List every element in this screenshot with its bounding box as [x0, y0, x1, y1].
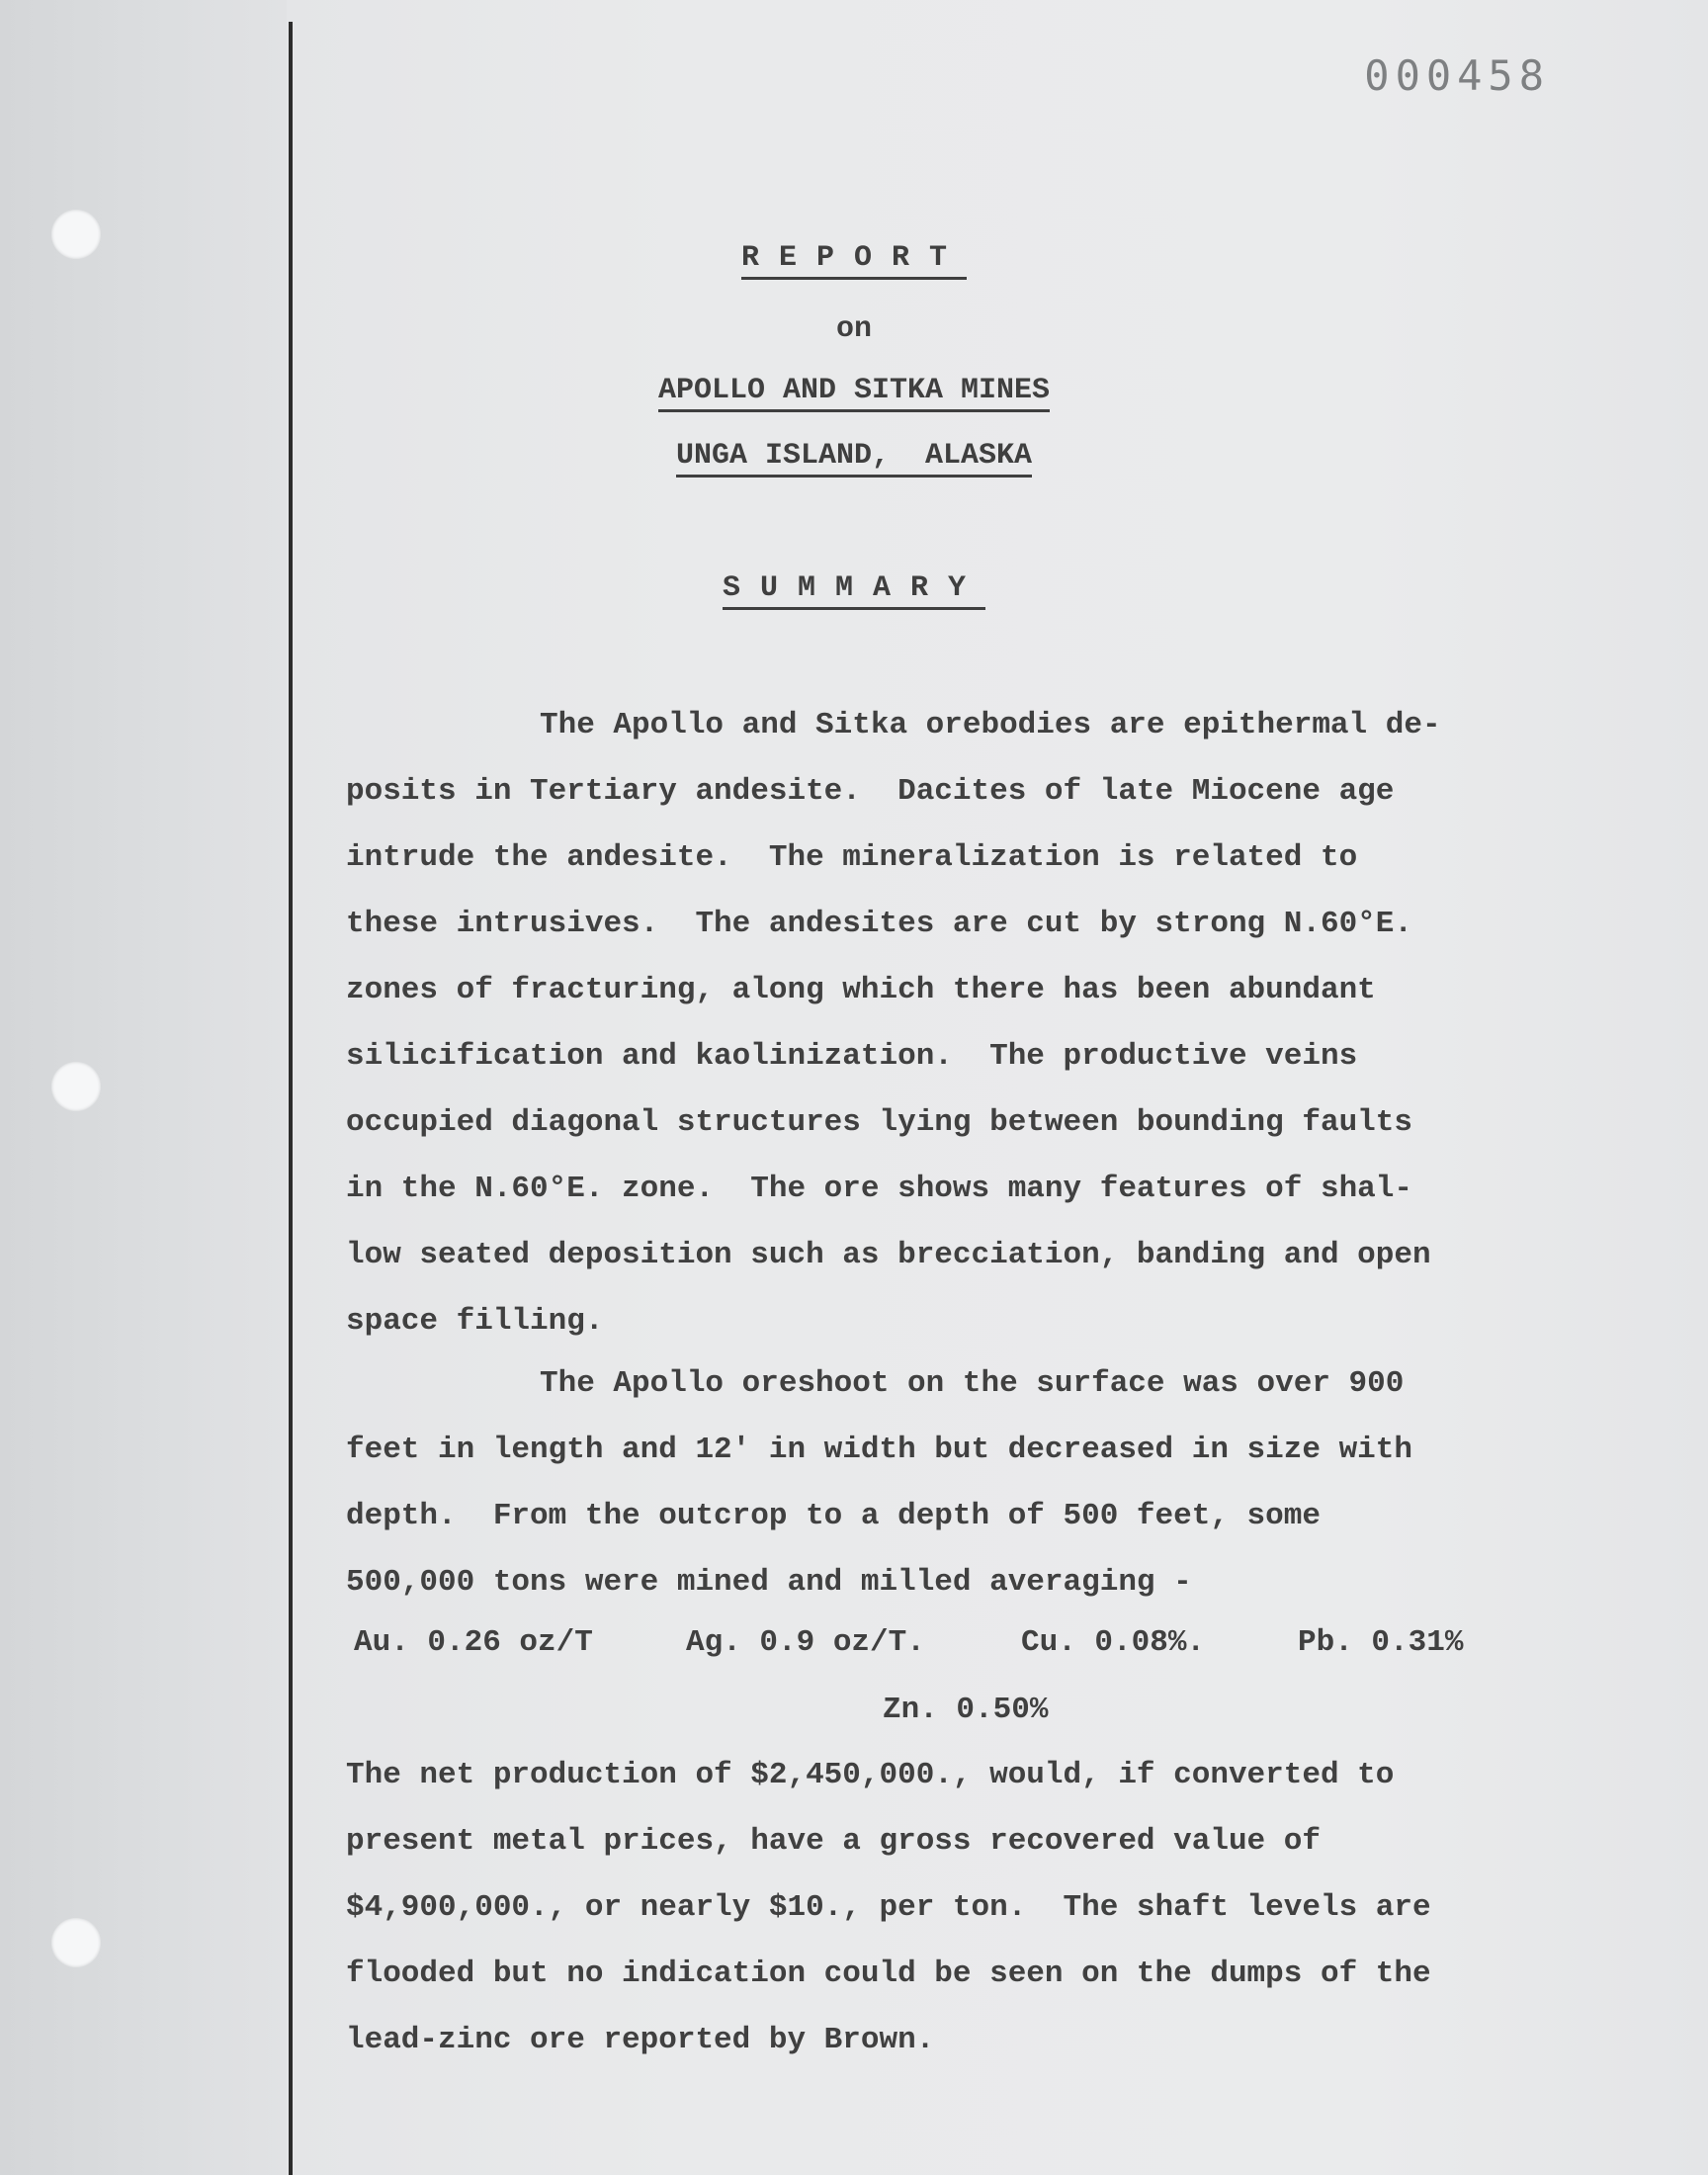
report-on: on: [835, 312, 872, 346]
paragraph-line: intrude the andesite. The mineralization is related to: [346, 840, 1358, 875]
mine-name: [0, 374, 1708, 407]
paragraph-line: low seated deposition such as brecciation, banding and open: [346, 1238, 1431, 1272]
paragraph-line: The net production of $2,450,000., would, if converted to: [346, 1758, 1395, 1792]
paragraph-line: occupied diagonal structures lying between bounding faults: [346, 1105, 1412, 1140]
assay-pb: Pb. 0.31%: [1298, 1625, 1464, 1660]
assay-cu: Cu. 0.08%.: [1021, 1625, 1206, 1660]
section-heading: [0, 571, 1708, 605]
assay-au: Au. 0.26 oz/T: [354, 1625, 593, 1660]
document-number: 000458: [1364, 51, 1550, 100]
report-title: [0, 241, 1708, 275]
paragraph-1: [346, 692, 1532, 1354]
paragraph-2: [346, 1350, 1532, 1615]
punch-hole-bottom: [51, 1918, 101, 1967]
paragraph-line: these intrusives. The andesites are cut by strong N.60°E.: [346, 907, 1412, 941]
paragraph-line: present metal prices, have a gross recovered value of: [346, 1824, 1321, 1859]
paragraph-line: depth. From the outcrop to a depth of 500 feet, some: [346, 1499, 1321, 1533]
assay-zn: Zn. 0.50%: [883, 1693, 1049, 1727]
paragraph-line: flooded but no indication could be seen on the dumps of the: [346, 1957, 1431, 1991]
paragraph-line: The Apollo oreshoot on the surface was over 900: [540, 1366, 1405, 1401]
paragraph-line: in the N.60°E. zone. The ore shows many features of shal-: [346, 1172, 1412, 1206]
report-title-text: REPORT: [741, 241, 967, 280]
paragraph-line: The Apollo and Sitka orebodies are epithermal de-: [540, 708, 1441, 742]
location-text: UNGA ISLAND, ALASKA: [676, 439, 1032, 478]
paragraph-line: 500,000 tons were mined and milled averaging -: [346, 1565, 1192, 1600]
paragraph-line: lead-zinc ore reported by Brown.: [346, 2023, 935, 2057]
mine-name-text: APOLLO AND SITKA MINES: [658, 374, 1050, 412]
punch-hole-middle: [51, 1062, 101, 1111]
paragraph-line: posits in Tertiary andesite. Dacites of late Miocene age: [346, 774, 1395, 809]
assay-ag: Ag. 0.9 oz/T.: [686, 1625, 925, 1660]
paragraph-line: zones of fracturing, along which there has been abundant: [346, 973, 1376, 1007]
section-heading-text: SUMMARY: [723, 571, 985, 610]
paragraph-line: feet in length and 12' in width but decreased in size with: [346, 1433, 1412, 1467]
paragraph-line: $4,900,000., or nearly $10., per ton. The shaft levels are: [346, 1890, 1431, 1925]
paragraph-line: space filling.: [346, 1304, 604, 1339]
location: [0, 439, 1708, 473]
paragraph-line: silicification and kaolinization. The productive veins: [346, 1039, 1358, 1074]
paragraph-3: [346, 1742, 1532, 2073]
